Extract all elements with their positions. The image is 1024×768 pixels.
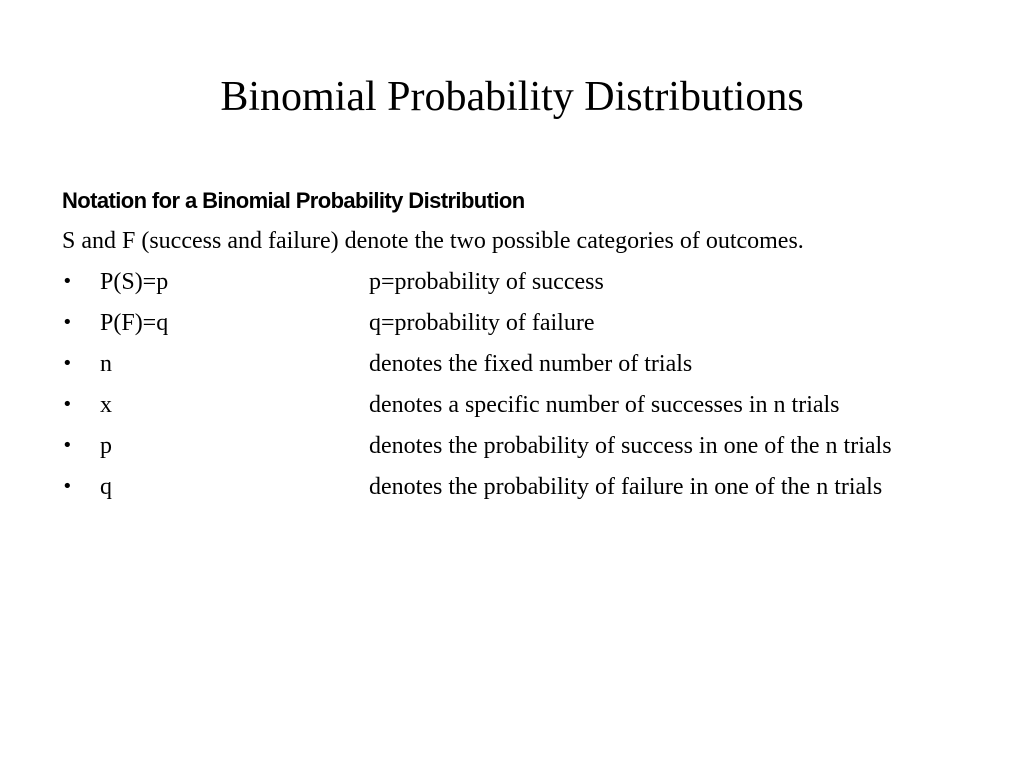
notation-item [62, 429, 972, 463]
notation-description: denotes a specific number of successes in n trials [369, 392, 840, 418]
notation-term: P(S)=p [100, 269, 169, 295]
notation-item [62, 347, 972, 381]
bullet-icon: • [62, 353, 73, 374]
notation-description: denotes the probability of success in one of the n trials [369, 433, 892, 459]
slide-body [62, 184, 972, 511]
notation-term: n [100, 351, 112, 377]
notation-term: p [100, 433, 112, 459]
bullet-icon: • [62, 435, 73, 456]
section-heading: Notation for a Binomial Probability Distribution [62, 188, 525, 213]
notation-item [62, 306, 972, 340]
bullet-icon: • [62, 271, 73, 292]
notation-term: x [100, 392, 112, 418]
bullet-icon: • [62, 476, 73, 497]
notation-description: denotes the fixed number of trials [369, 351, 693, 377]
slide-title: Binomial Probability Distributions [220, 74, 804, 120]
notation-item [62, 265, 972, 299]
notation-item [62, 388, 972, 422]
notation-description: p=probability of success [369, 269, 604, 295]
intro-paragraph: S and F (success and failure) denote the two possible categories of outcomes. [62, 228, 804, 254]
notation-list [62, 265, 972, 504]
notation-description: denotes the probability of failure in one of the n trials [369, 474, 883, 500]
notation-term: P(F)=q [100, 310, 169, 336]
notation-description: q=probability of failure [369, 310, 595, 336]
notation-item [62, 470, 972, 504]
bullet-icon: • [62, 394, 73, 415]
bullet-icon: • [62, 312, 73, 333]
notation-term: q [100, 474, 112, 500]
